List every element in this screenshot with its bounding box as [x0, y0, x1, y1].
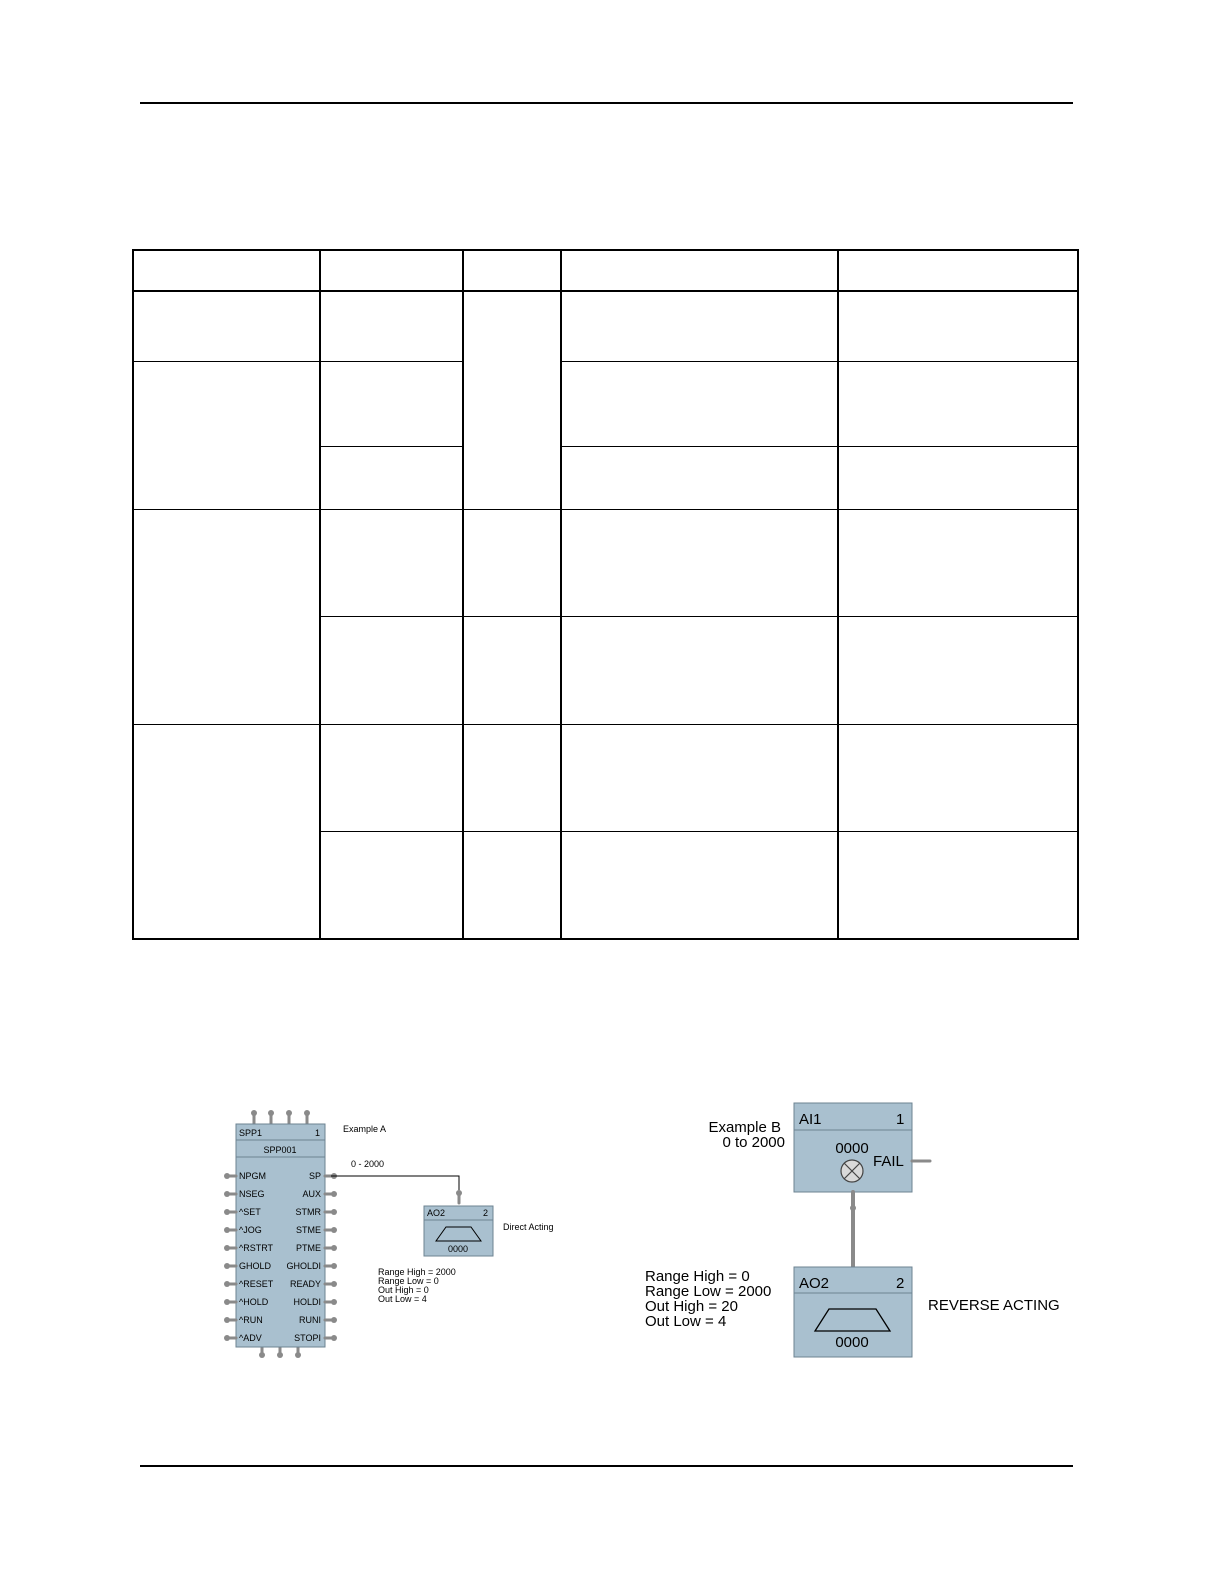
ao2-b-action: REVERSE ACTING	[928, 1297, 1060, 1314]
table-row-line	[132, 724, 1079, 725]
spp-input-pin-dot	[224, 1245, 230, 1251]
spp-bottom-pins	[259, 1347, 301, 1358]
spp-input-label: NSEG	[239, 1189, 265, 1199]
spp-input-label: ^RSTRT	[239, 1243, 274, 1253]
ai1-fail-label: FAIL	[873, 1153, 904, 1170]
table-border-bottom	[132, 938, 1079, 940]
spp-input-pin-dot	[224, 1191, 230, 1197]
spp-output-pin-dot	[331, 1209, 337, 1215]
ao2-b-name: AO2	[799, 1275, 830, 1292]
example-b-diagram	[640, 1095, 1070, 1365]
spp-output-pin-dot	[331, 1299, 337, 1305]
ao2-b-value: 0000	[835, 1334, 869, 1351]
spp-input-pin-dot	[224, 1263, 230, 1269]
spp-output-label: STOPI	[294, 1333, 321, 1343]
spp-top-pins	[251, 1110, 310, 1124]
example-b-range: 0 to 2000	[722, 1134, 785, 1151]
fail-lamp-icon	[841, 1160, 863, 1182]
example-a-diagram	[215, 1100, 575, 1365]
table-border-right	[1077, 249, 1079, 940]
table-row-line	[132, 509, 1079, 510]
ao2-a-param-2: Range Low = 0	[378, 1276, 439, 1286]
spp-output-label: SP	[308, 1171, 321, 1181]
table-border-left	[132, 249, 134, 940]
example-a-label: Example A	[343, 1124, 387, 1134]
spp-output-label: AUX	[302, 1189, 321, 1199]
table-row-line	[562, 361, 1078, 362]
spp-output-pin-dot	[331, 1245, 337, 1251]
spp-output-label: GHOLDI	[286, 1261, 321, 1271]
ai1-name: AI1	[799, 1111, 822, 1128]
spp-output-label: READY	[289, 1279, 321, 1289]
ao2-b-param-3: Out High = 20	[645, 1298, 738, 1315]
spp-output-label: HOLDI	[293, 1297, 321, 1307]
table-row-line	[132, 361, 464, 362]
spp-block-tag: SPP001	[263, 1145, 297, 1155]
table-col-line-3	[560, 249, 562, 940]
spp-input-pin-dot	[224, 1317, 230, 1323]
spp-output-pin-dot	[331, 1335, 337, 1341]
spp-output-pin-dot	[331, 1191, 337, 1197]
table-row-line	[562, 446, 1078, 447]
ai1-value: 0000	[835, 1140, 869, 1157]
table-row-line	[321, 831, 1078, 832]
spp-input-pin-dot	[224, 1227, 230, 1233]
ao2-a-number: 2	[483, 1208, 489, 1218]
ao2-block-b[interactable]	[794, 1267, 912, 1357]
ai1-number: 1	[896, 1111, 905, 1128]
table-col-line-4	[837, 249, 839, 940]
spp-input-label: NPGM	[239, 1171, 266, 1181]
sp-to-ao-wire	[331, 1176, 459, 1192]
spp-output-pin-dot	[331, 1263, 337, 1269]
ao2-a-param-3: Out High = 0	[378, 1285, 429, 1295]
table-col-line-1	[319, 249, 321, 940]
spp-input-label: ^HOLD	[239, 1297, 269, 1307]
ao2-a-value: 0000	[447, 1244, 469, 1254]
spp-input-label: ^JOG	[239, 1225, 262, 1235]
spp-output-label: STME	[295, 1225, 321, 1235]
spp-input-label: ^RESET	[239, 1279, 274, 1289]
ao2-b-param-1: Range High = 0	[645, 1268, 750, 1285]
spp-output-label: STMR	[295, 1207, 321, 1217]
spp-block-number: 1	[315, 1128, 321, 1138]
table-header-separator	[132, 290, 1079, 292]
spp-block-name: SPP1	[239, 1128, 263, 1138]
ai1-block[interactable]	[794, 1103, 912, 1192]
spp-function-block[interactable]	[236, 1124, 325, 1347]
table-row-line	[321, 446, 464, 447]
spp-input-label: ^SET	[239, 1207, 261, 1217]
ao2-a-name: AO2	[427, 1208, 446, 1218]
ao2-a-param-4: Out Low = 4	[378, 1294, 427, 1304]
spp-input-label: ^RUN	[239, 1315, 263, 1325]
table-border-top	[132, 249, 1079, 251]
wire-range-label: 0 - 2000	[351, 1159, 385, 1169]
ao2-a-action: Direct Acting	[503, 1222, 554, 1232]
spp-input-label: ^ADV	[239, 1333, 262, 1343]
table-col-line-2	[462, 249, 464, 940]
ao2-block-a[interactable]	[424, 1206, 493, 1256]
spp-output-pin-dot	[331, 1281, 337, 1287]
ao2-b-param-4: Out Low = 4	[645, 1313, 727, 1330]
spp-input-label: GHOLD	[239, 1261, 272, 1271]
spp-input-pin-dot	[224, 1173, 230, 1179]
spp-input-pin-dot	[224, 1209, 230, 1215]
header-rule	[140, 102, 1073, 104]
spp-input-pin-dot	[224, 1281, 230, 1287]
spp-output-pin-dot	[331, 1227, 337, 1233]
spp-output-pin-dot	[331, 1317, 337, 1323]
ao2-b-number: 2	[896, 1275, 905, 1292]
spp-output-label: PTME	[295, 1243, 321, 1253]
footer-rule	[140, 1465, 1073, 1467]
spp-output-label: RUNI	[299, 1315, 321, 1325]
spp-input-pin-dot	[224, 1335, 230, 1341]
spp-input-pin-dot	[224, 1299, 230, 1305]
ao2-a-param-1: Range High = 2000	[378, 1267, 456, 1277]
ao2-b-param-2: Range Low = 2000	[645, 1283, 772, 1300]
table-row-line	[321, 616, 1078, 617]
example-b-label: Example B	[708, 1119, 781, 1136]
